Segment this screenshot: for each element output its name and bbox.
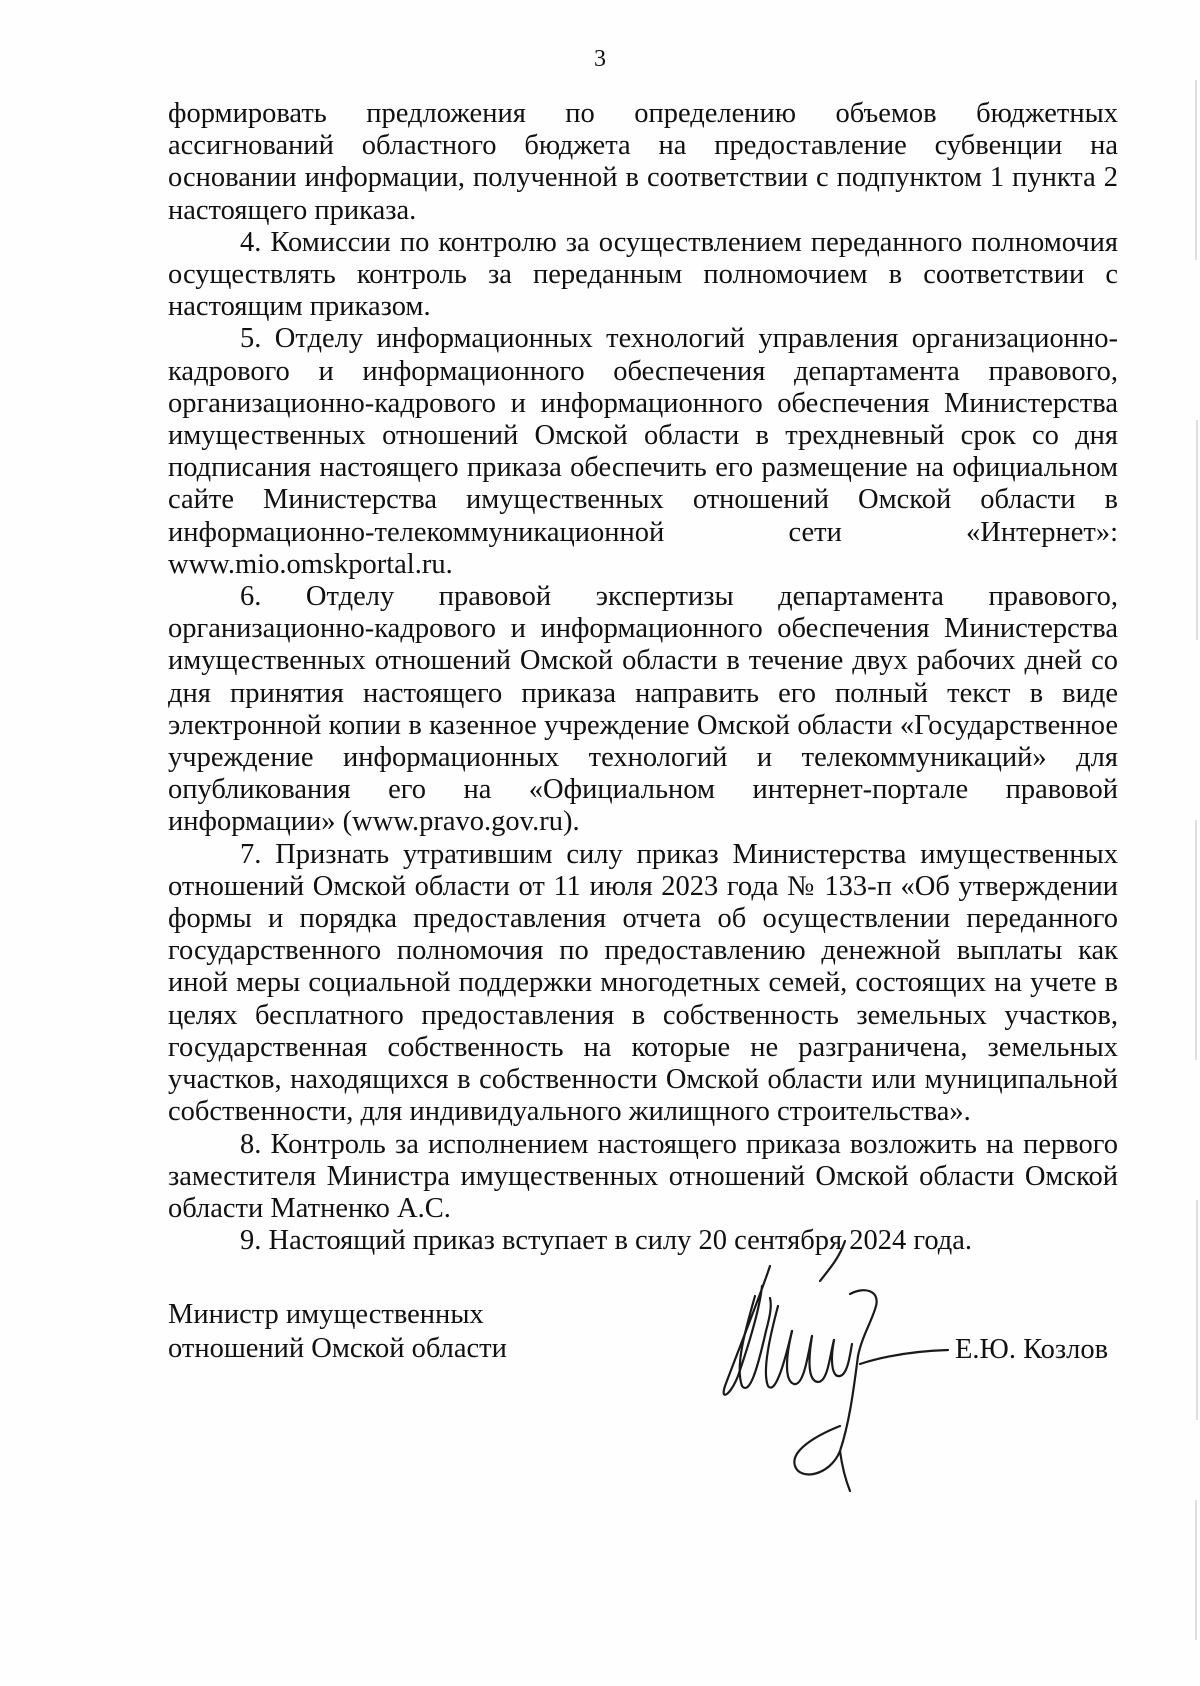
signature-block — [168, 1298, 1118, 1478]
scan-edge-marks — [1194, 0, 1200, 1686]
document-body — [168, 98, 1118, 1257]
paragraph-7: 7. Признать утратившим силу приказ Министерства имущественных отношений Омской области от 11 июля 2023 года № 133-п «Об утверждении формы и порядка предоставления отчета об осуществлении переданного государственного полномочия по предоставлению денежной выплаты как иной меры социальной поддержки многодетных семей, состоящих на учете в целях бесплатного предоставления в собственность земельных участков, государственная собственность на которые не разграничена, земельных участков, находящихся в собственности Омской области или муниципальной собственности, для индивидуального жилищного строительства». — [168, 838, 1118, 1128]
paragraph-6: 6. Отделу правовой экспертизы департамента правового, организационно-кадрового и информационного обеспечения Министерства имущественных отношений Омской области в течение двух рабочих дней со дня принятия настоящего приказа направить его полный текст в виде электронной копии в казенное учреждение Омской области «Государственное учреждение информационных технологий и телекоммуникаций» для опубликования его на «Официальном интернет-портале правовой информации» (www.pravo.gov.ru). — [168, 581, 1118, 838]
paragraph-continuation: формировать предложения по определению объемов бюджетных ассигнований областного бюджета на предоставление субвенции на основании информации, полученной в соответствии с подпунктом 1 пункта 2 настоящего приказа. — [168, 98, 1118, 226]
paragraph-9: 9. Настоящий приказ вступает в силу 20 сентября 2024 года. — [240, 1225, 973, 1257]
signer-title-line-2: отношений Омской области — [168, 1333, 507, 1364]
handwritten-signature — [700, 1236, 960, 1496]
paragraph-8: 8. Контроль за исполнением настоящего приказа возложить на первого заместителя Министра имущественных отношений Омской области Омской области Матненко А.С. — [168, 1128, 1118, 1224]
paragraph-4: 4. Комиссии по контролю за осуществлением переданного полномочия осуществлять контроль за переданным полномочием в соответствии с настоящим приказом. — [168, 226, 1118, 323]
paragraph-5: 5. Отделу информационных технологий управления организационно-кадрового и информационного обеспечения департамента правового, организационно-кадрового и информационного обеспечения Министерства имущественных отношений Омской области в трехдневный срок со дня подписания настоящего приказа обеспечить его размещение на официальном сайте Министерства имущественных отношений Омской области в информационно-телекоммуникационной сети «Интернет»: www.mio.omskportal.ru. — [168, 323, 1118, 580]
page-number: 3 — [594, 46, 606, 72]
signer-title — [168, 1298, 507, 1366]
signer-name: Е.Ю. Козлов — [955, 1334, 1109, 1365]
signer-title-line-1: Министр имущественных — [168, 1299, 484, 1330]
